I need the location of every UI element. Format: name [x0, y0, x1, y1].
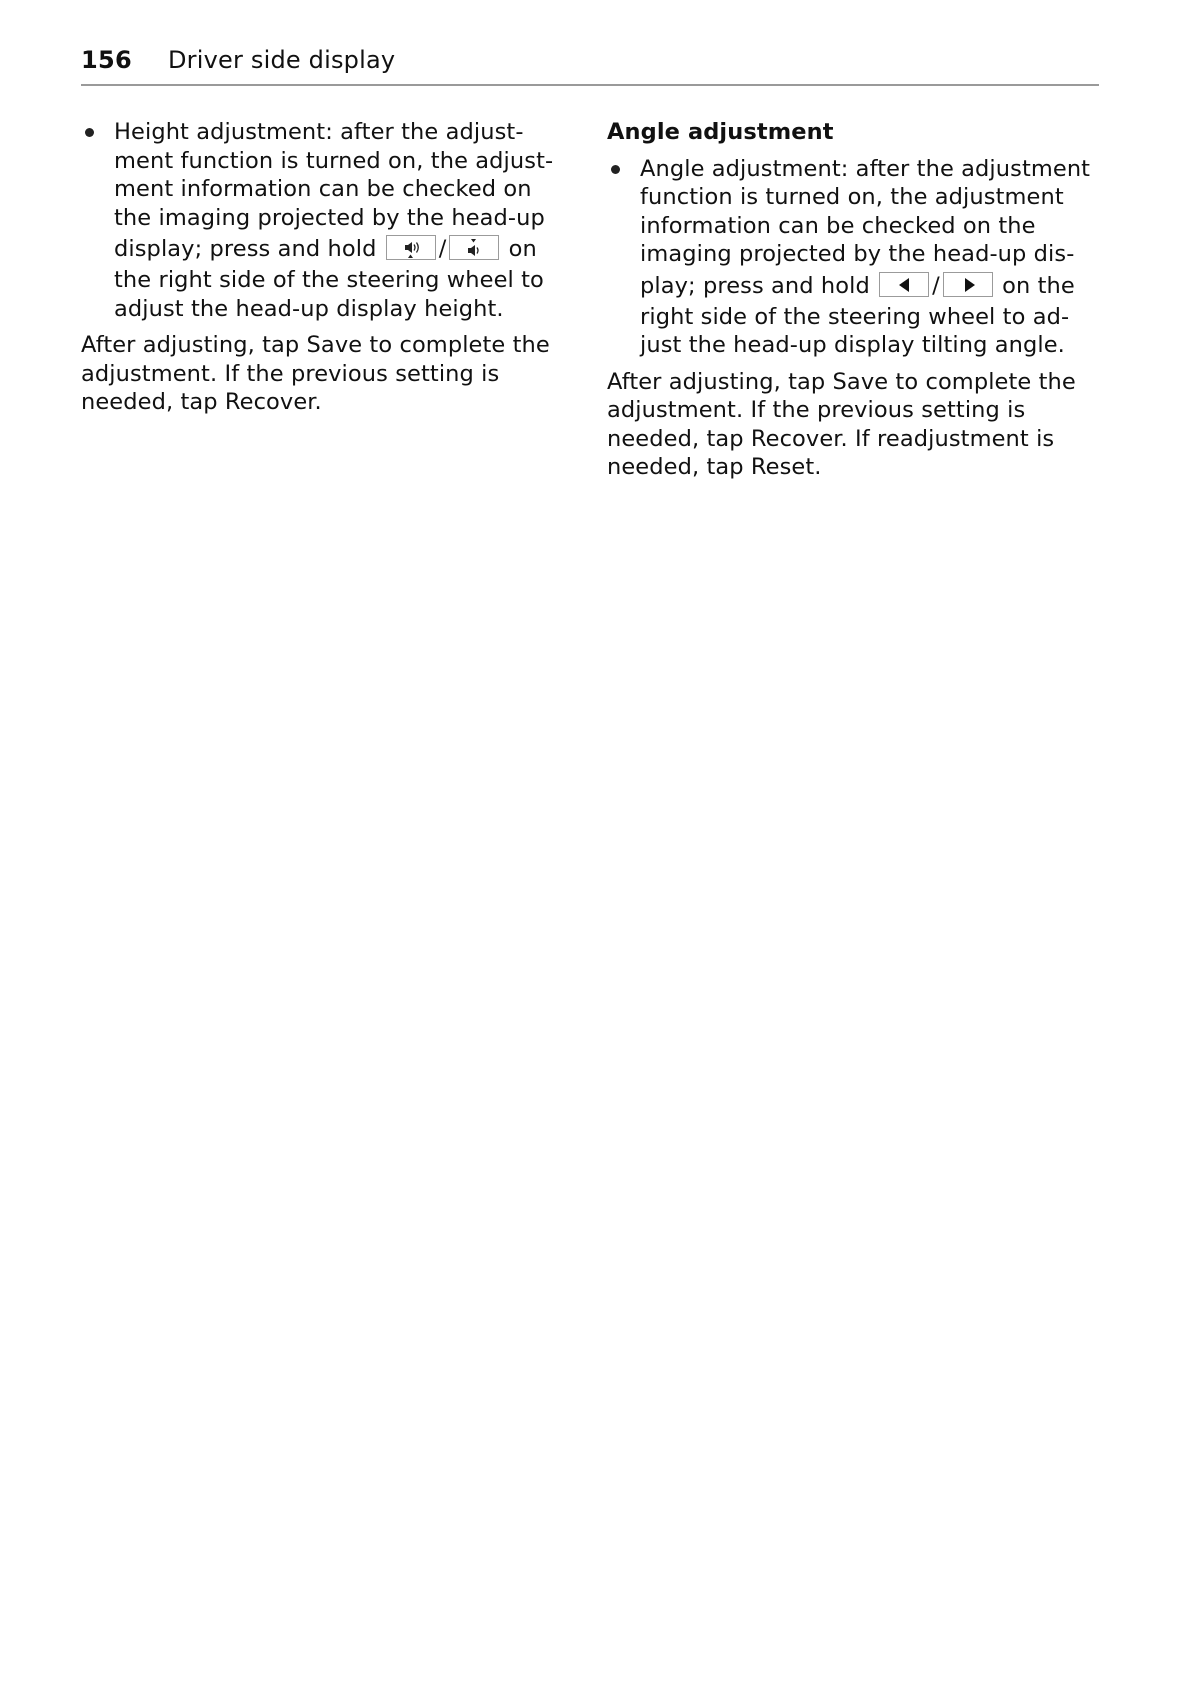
- left-column: [81, 118, 581, 417]
- left-arrow-button-icon: [879, 272, 929, 297]
- text-line: adjustment. If the previous setting is: [607, 397, 1026, 423]
- volume-down-button-icon: [449, 235, 499, 260]
- text-line: After adjusting, tap Save to complete the: [607, 368, 1076, 395]
- key-line: [640, 269, 1107, 303]
- text-line: After adjusting, tap Save to complete the: [81, 332, 550, 358]
- bullet-dot: [611, 165, 620, 174]
- page-number: 156: [81, 46, 132, 74]
- text-line: just the head-up display tilting angle.: [640, 332, 1065, 358]
- text-line: right side of the steering wheel to ad-: [640, 303, 1070, 330]
- text-line: needed, tap Reset.: [607, 454, 822, 480]
- save-recover-paragraph: [81, 331, 581, 417]
- save-recover-reset-paragraph: [607, 368, 1107, 482]
- page-header: [81, 44, 1099, 86]
- text-line: Height adjustment: after the adjust-: [114, 119, 524, 145]
- key-separator: /: [438, 236, 447, 262]
- text-fragment: play; press and hold: [640, 272, 870, 299]
- section-title: Driver side display: [168, 46, 396, 74]
- angle-adjustment-item: [607, 155, 1107, 360]
- key-line: [114, 232, 581, 266]
- text-line: adjust the head-up display height.: [114, 295, 504, 322]
- text-line: function is turned on, the adjustment: [640, 184, 1064, 210]
- bullet-dot: [85, 128, 94, 137]
- text-fragment: display; press and hold: [114, 236, 377, 262]
- text-line: the right side of the steering wheel to: [114, 267, 544, 293]
- text-fragment: on: [508, 236, 537, 262]
- text-fragment: on the: [1002, 272, 1075, 299]
- text-line: the imaging projected by the head-up: [114, 204, 545, 231]
- text-line: information can be checked on the: [640, 212, 1036, 239]
- text-line: Angle adjustment: after the adjustment: [640, 155, 1091, 182]
- text-line: needed, tap Recover. If readjustment is: [607, 425, 1055, 452]
- key-separator: /: [932, 272, 940, 299]
- text-line: ment information can be checked on: [114, 176, 532, 202]
- text-line: adjustment. If the previous setting is: [81, 360, 500, 387]
- right-arrow-button-icon: [943, 272, 993, 297]
- text-line: needed, tap Recover.: [81, 389, 322, 415]
- text-line: ment function is turned on, the adjust-: [114, 147, 554, 174]
- angle-adjustment-heading: Angle adjustment: [607, 119, 834, 145]
- height-adjustment-item: [81, 118, 581, 323]
- right-column: [607, 118, 1107, 482]
- volume-up-button-icon: [386, 235, 436, 260]
- text-line: imaging projected by the head-up dis-: [640, 241, 1075, 267]
